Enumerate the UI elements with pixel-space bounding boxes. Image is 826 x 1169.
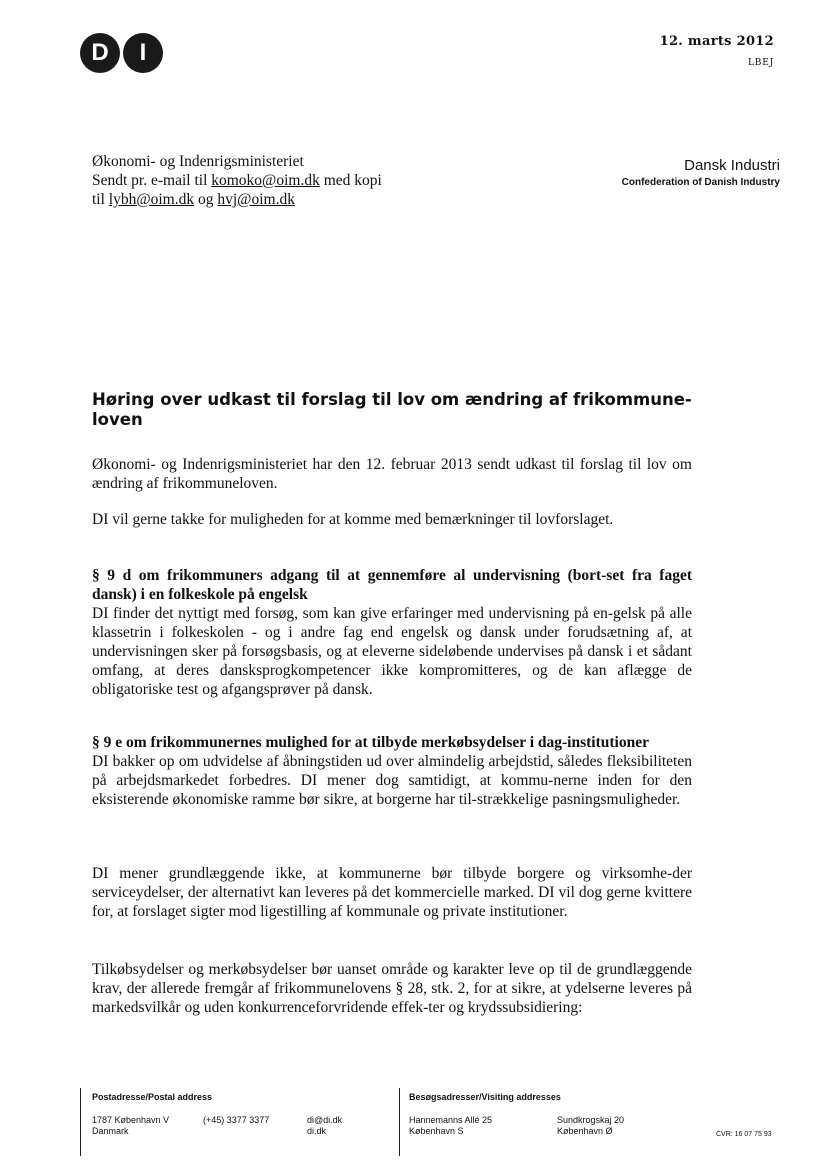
email-link-hvj[interactable]: hvj@oim.dk [217,191,295,208]
letter-reference: LBEJ [748,58,774,68]
footer-divider-right [399,1088,400,1156]
recipient-name: Økonomi- og Indenrigsministeriet [92,153,304,170]
recipient-block [92,152,382,209]
section-9e-body: DI bakker op om udvidelse af åbningstiden ud over almindelig arbejdstid, således fleksibiliteten på arbejdsmarkedet forbedres. DI mener dog samtidigt, at kommu-nerne inden for den eksisterende økonomiske ramme bør sikre, at borgerne har til-strækkelige pasningsmuligheder. [92,753,692,808]
email-link-lybh[interactable]: lybh@oim.dk [108,191,195,208]
footer-visiting-heading: Besøgsadresser/Visiting addresses [409,1092,561,1102]
paragraph-thanks: DI vil gerne takke for muligheden for at komme med bemærkninger til lovforslaget. [92,511,614,528]
section-9e [92,733,692,809]
footer-postal-heading: Postadresse/Postal address [92,1092,213,1102]
organization-name: Dansk Industri [684,157,780,174]
letter-date: 12. marts 2012 [659,34,774,49]
paragraph-requirements: Tilkøbsydelser og merkøbsydelser bør uanset område og karakter leve op til de grundlæggende krav, der allerede fremgår af frikommunelovens § 28, stk. 2, for at sikre, at ydelserne leveres på markedsvilkår og uden konkurrenceforvridende effek-ter og krydssubsidiering: [92,961,692,1016]
section-9d-heading: § 9 d om frikommuners adgang til at gennemføre al undervisning (bort-set fra faget dansk) i en folkeskole på engelsk [92,567,692,603]
footer-postal-line1: 1787 København V [92,1115,170,1125]
section-9e-heading: § 9 e om frikommunernes mulighed for at tilbyde merkøbsydelser i dag-institutioner [92,734,649,751]
section-9d [92,566,692,699]
footer-cvr: CVR: 16 07 75 93 [716,1131,772,1138]
footer-visit2-line2: København Ø [557,1126,613,1136]
footer-email[interactable]: di@di.dk [307,1115,343,1125]
recipient-line3-pre: til [92,191,109,208]
logo-letter-i: I [123,33,163,73]
paragraph-intro: Økonomi- og Indenrigsministeriet har den 12. februar 2013 sendt udkast til forslag til lov om ændring af frikommuneloven. [92,456,692,492]
organization-block [622,157,780,188]
recipient-line2-post: med kopi [319,172,382,189]
di-logo [80,33,163,73]
footer-visiting [409,1092,561,1137]
logo-letter-d: D [80,33,120,73]
footer-postal-line2: Danmark [92,1126,129,1136]
recipient-line2 [92,171,382,190]
section-9d-body: DI finder det nyttigt med forsøg, som kan give erfaringer med undervisning på en-gelsk på alle klassetrin i folkeskolen - og i andre fag end engelsk og dansk under forudsætning af, at undervisningen sker på forsøgsbasis, og at eleverne sideløbende undervises på dansk i et sådant omfang, at deres dansksprogkompetencer ikke kompromitteres, og de kan aflægge de obligatoriske test og afgangsprøver på dansk. [92,605,692,698]
email-link-komoko[interactable]: komoko@oim.dk [211,172,320,189]
recipient-line2-pre: Sendt pr. e-mail til [92,172,212,189]
organization-subtitle: Confederation of Danish Industry [621,177,780,188]
recipient-line3 [92,190,382,209]
footer-divider-left [80,1088,81,1156]
footer-phone: (+45) 3377 3377 [203,1115,270,1125]
footer-visit2 [557,1115,624,1137]
footer-visit2-line1: Sundkrogskaj 20 [557,1115,625,1125]
recipient-line3-mid: og [194,191,218,208]
paragraph-commercial: DI mener grundlæggende ikke, at kommunerne bør tilbyde borgere og virksomhe-der serviceydelser, der alternativt kan leveres på det kommercielle marked. DI vil dog gerne kvittere for, at forslaget sigter mod ligestilling af kommunale og private institutioner. [92,865,692,920]
footer-visit1-line2: København S [409,1126,464,1136]
footer-postal [92,1092,212,1137]
footer-contact [307,1115,342,1137]
footer-web[interactable]: di.dk [307,1126,327,1136]
document-title: Høring over udkast til forslag til lov om ændring af frikommune-loven [92,390,692,429]
footer-visit1-line1: Hannemanns Allé 25 [409,1115,493,1125]
